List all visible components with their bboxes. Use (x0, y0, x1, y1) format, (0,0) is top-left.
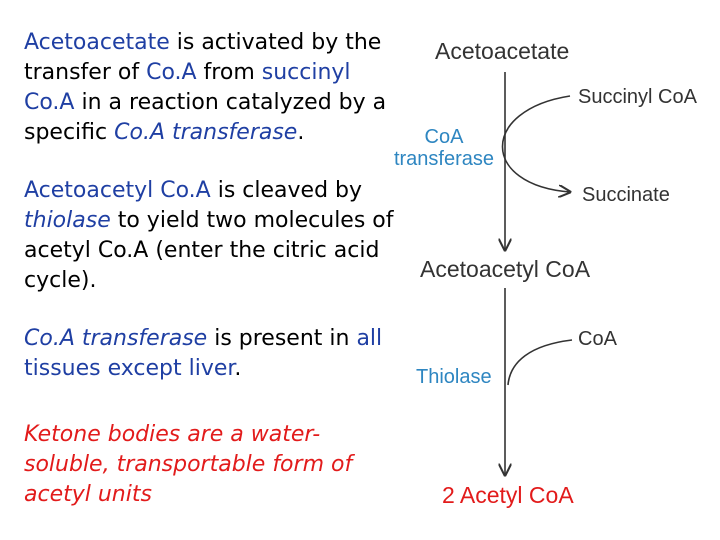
text-fragment: . (234, 356, 242, 381)
node-acetoacetate: Acetoacetate (435, 38, 570, 64)
enzyme-label-line-1: CoA (424, 126, 464, 148)
text-fragment: . (297, 120, 305, 145)
enzyme-coa-transferase (390, 126, 498, 170)
term-acetoacetyl-coa: Acetoacetyl Co.A (24, 178, 211, 203)
term-all-tissues: all tissues except liver (24, 326, 383, 381)
node-succinyl-coa: Succinyl CoA (578, 86, 697, 108)
term-thiolase: thiolase (24, 208, 111, 233)
paragraph-tissues (24, 324, 404, 384)
term-acetoacetate: Acetoacetate (24, 30, 170, 55)
term-coa-transferase: Co.A transferase (114, 120, 298, 145)
paragraph-activation (24, 28, 404, 148)
ketolysis-pathway-diagram (380, 0, 720, 540)
text-fragment: to yield two molecules of acetyl Co.A (enter the citric acid cycle). (24, 208, 394, 293)
enzyme-label-line-2: transferase (393, 148, 495, 170)
node-acetyl-coa: 2 Acetyl CoA (442, 482, 574, 508)
side-arrow-coa (508, 340, 572, 385)
side-arrow-succinyl-succinate (503, 96, 571, 192)
paragraph-cleavage (24, 176, 404, 296)
paragraph-ketone-bodies: Ketone bodies are a water-soluble, transportable form of acetyl units (24, 422, 353, 507)
text-fragment: is cleaved by (210, 178, 363, 203)
text-fragment: from (196, 60, 262, 85)
term-coa: Co.A (146, 60, 197, 85)
term-coa-transferase-2: Co.A transferase (24, 326, 208, 351)
node-succinate: Succinate (582, 184, 670, 206)
text-fragment: in a reaction catalyzed by a specific (24, 90, 387, 145)
explanation-text (24, 28, 404, 538)
enzyme-thiolase: Thiolase (416, 366, 492, 388)
node-coa: CoA (578, 328, 617, 350)
term-succinyl-coa: succinyl Co.A (24, 60, 351, 115)
text-fragment: is activated by the transfer of (24, 30, 382, 85)
node-acetoacetyl-coa: Acetoacetyl CoA (420, 256, 591, 282)
text-fragment: is present in (207, 326, 357, 351)
